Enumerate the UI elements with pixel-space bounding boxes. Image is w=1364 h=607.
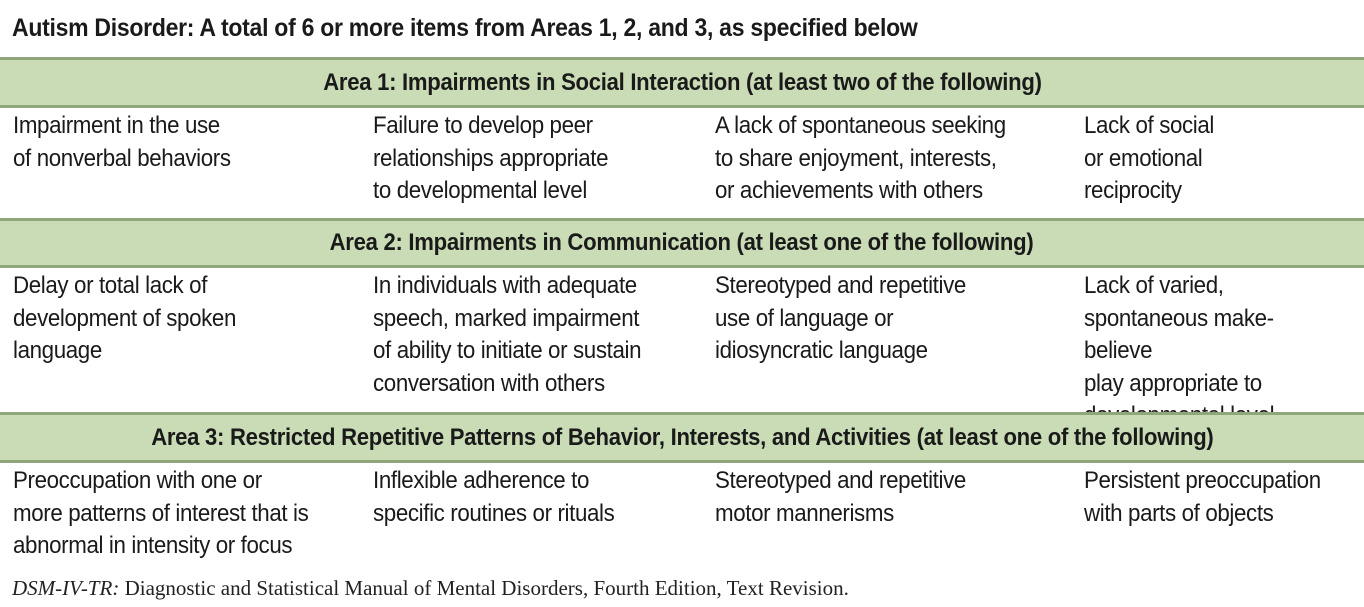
area-2-item-3: Stereotyped and repetitive use of language or idiosyncratic language xyxy=(715,272,966,364)
area-2-item-1: Delay or total lack of development of spoken language xyxy=(13,272,236,364)
area-3-item-4: Persistent preoccupation with parts of objects xyxy=(1084,467,1321,527)
area-1-item-2: Failure to develop peer relationships appropriate to developmental level xyxy=(373,112,609,204)
area-2-item-2: In individuals with adequate speech, marked impairment of ability to initiate or sustain conversation with others xyxy=(373,272,642,397)
footnote-text: Diagnostic and Statistical Manual of Mental Disorders, Fourth Edition, Text Revision. xyxy=(119,576,849,600)
area-2-item-4: Lack of varied, spontaneous make-believe play appropriate to xyxy=(1084,272,1274,397)
area-1-item-1: Impairment in the use of nonverbal behaviors xyxy=(13,112,231,172)
area-1-header: Area 1: Impairments in Social Interaction (at least two of the following) xyxy=(0,57,1364,108)
table-title: Autism Disorder: A total of 6 or more items from Areas 1, 2, and 3, as specified below xyxy=(12,14,918,42)
footnote-source-abbr: DSM-IV-TR: xyxy=(12,576,120,600)
area-3-item-2: Inflexible adherence to specific routines or rituals xyxy=(373,467,615,527)
area-3-item-3: Stereotyped and repetitive motor mannerisms xyxy=(715,467,966,527)
footnote xyxy=(12,576,849,601)
area-1-item-4: Lack of social or emotional reciprocity xyxy=(1084,112,1215,204)
area-2-header: Area 2: Impairments in Communication (at least one of the following) xyxy=(0,218,1364,268)
area-3-item-1: Preoccupation with one or more patterns of interest that is abnormal in intensity or focus xyxy=(13,467,309,559)
area-3-header: Area 3: Restricted Repetitive Patterns of Behavior, Interests, and Activities (at least one of the following) xyxy=(0,412,1364,463)
area-1-item-3: A lack of spontaneous seeking to share enjoyment, interests, or achievements with others xyxy=(715,112,1006,204)
